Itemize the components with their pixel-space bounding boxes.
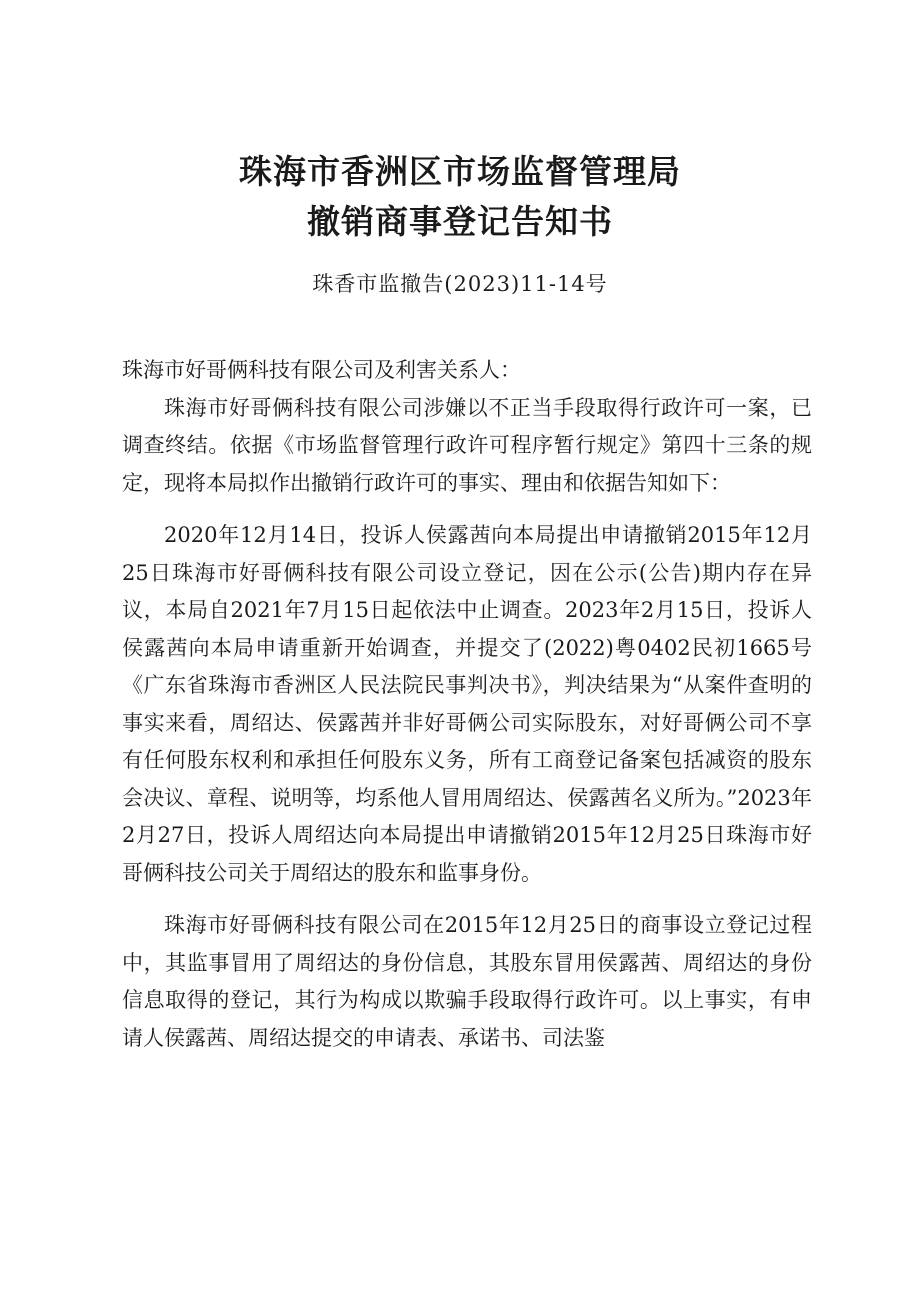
document-title-line1: 珠海市香洲区市场监督管理局: [239, 152, 681, 191]
document-title-line2: 撤销商事登记告知书: [307, 202, 613, 241]
body-paragraph-intro: 珠海市好哥俩科技有限公司涉嫌以不正当手段取得行政许可一案，已调查终结。依据《市场监督管理行政许可程序暂行规定》第四十三条的规定，现将本局拟作出撤销行政许可的事实、理由和依据告知如下：: [122, 395, 812, 495]
document-number: 珠香市监撤告(2023)11-14号: [312, 272, 608, 296]
document-body: [122, 352, 812, 1057]
body-paragraph-findings: 珠海市好哥俩科技有限公司在2015年12月25日的商事设立登记过程中，其监事冒用了周绍达的身份信息，其股东冒用侯露茜、周绍达的身份信息取得的登记，其行为构成以欺骗手段取得行政许可。以上事实，有申请人侯露茜、周绍达提交的申请表、承诺书、司法鉴: [122, 913, 812, 1050]
addressee: 珠海市好哥俩科技有限公司及利害关系人：: [122, 358, 521, 382]
body-paragraph-facts: 2020年12月14日，投诉人侯露茜向本局提出申请撤销2015年12月25日珠海市好哥俩科技有限公司设立登记，因在公示(公告)期内存在异议，本局自2021年7月15日起依法中止调查。2023年2月15日，投诉人侯露茜向本局申请重新开始调查，并提交了(2022)粤0402民初1665号《广东省珠海市香洲区人民法院民事判决书》，判决结果为“从案件查明的事实来看，周绍达、侯露茜并非好哥俩公司实际股东，对好哥俩公司不享有任何股东权利和承担任何股东义务，所有工商登记备案包括减资的股东会决议、章程、说明等，均系他人冒用周绍达、侯露茜名义所为。”2023年2月27日，投诉人周绍达向本局提出申请撤销2015年12月25日珠海市好哥俩科技公司关于周绍达的股东和监事身份。: [122, 523, 812, 885]
